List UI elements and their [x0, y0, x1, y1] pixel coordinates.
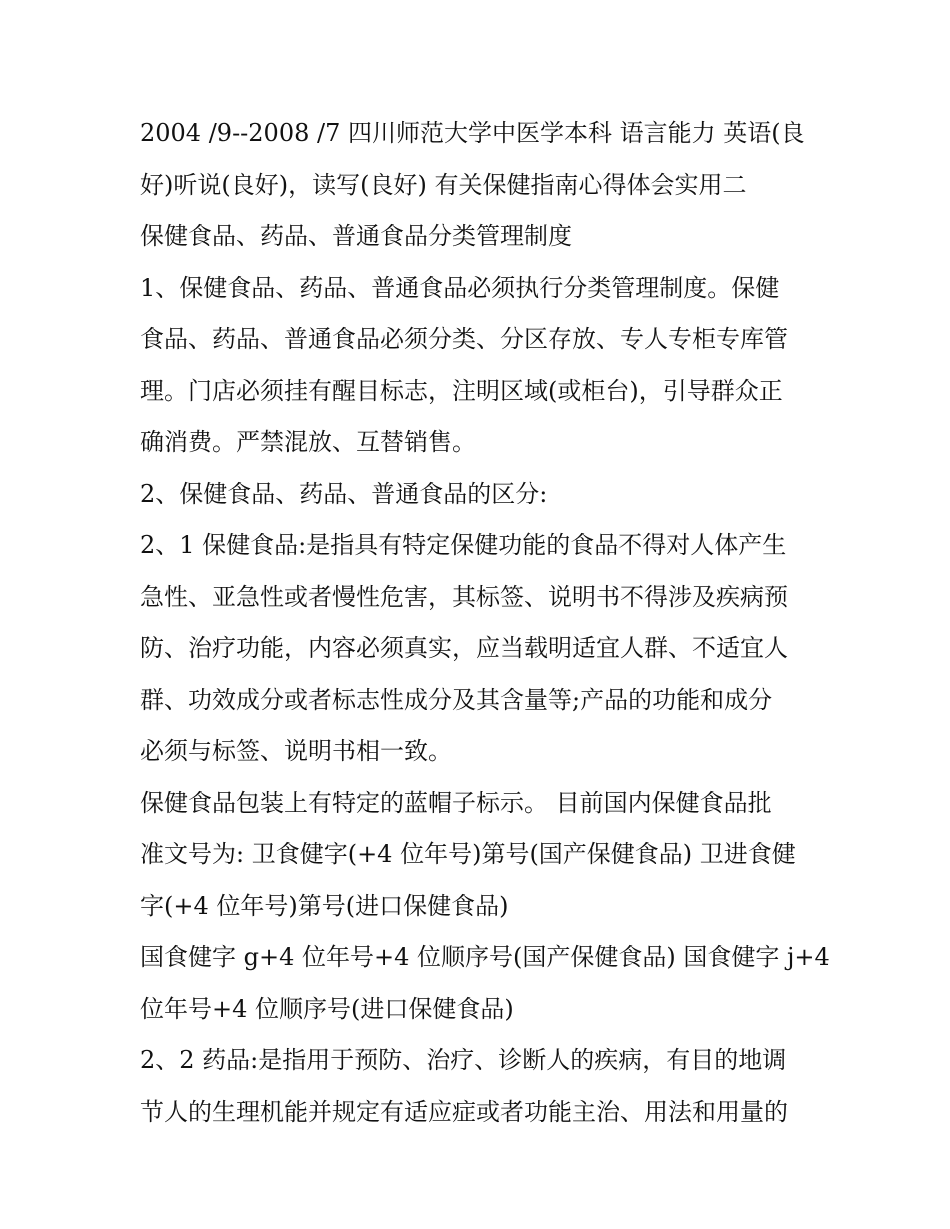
text-line: 准文号为: 卫食健字(+4 位年号)第号(国产保健食品) 卫进食健: [140, 840, 796, 868]
text-line: 确消费。严禁混放、互替销售。: [140, 428, 476, 456]
text-line: 急性、亚急性或者慢性危害，其标签、说明书不得涉及疾病预: [140, 582, 788, 611]
text-line: 字(+4 位年号)第号(进口保健食品): [140, 891, 509, 920]
document-body: [140, 108, 830, 1138]
text-line: 1、保健食品、药品、普通食品必须执行分类管理制度。保健: [140, 273, 780, 302]
text-line: 2004 /9--2008 /7 四川师范大学中医学本科 语言能力 英语(良: [140, 119, 805, 147]
text-line: 保健食品包装上有特定的蓝帽子标示。 目前国内保健食品批: [140, 788, 772, 817]
text-line: 好)听说(良好)，读写(良好) 有关保健指南心得体会实用二: [140, 170, 747, 199]
text-line: 食品、药品、普通食品必须分类、分区存放、专人专柜专库管: [140, 325, 788, 353]
text-line: 2、2 药品:是指用于预防、治疗、诊断人的疾病，有目的地调: [140, 1046, 787, 1074]
text-line: 群、功效成分或者标志性成分及其含量等;产品的功能和成分: [140, 685, 773, 714]
text-line: 国食健字 g+4 位年号+4 位顺序号(国产保健食品) 国食健字 j+4: [140, 943, 830, 971]
text-line: 2、保健食品、药品、普通食品的区分:: [140, 479, 548, 508]
text-line: 位年号+4 位顺序号(进口保健食品): [140, 994, 514, 1023]
text-line: 理。门店必须挂有醒目标志，注明区域(或柜台)，引导群众正: [140, 376, 783, 405]
text-line: 节人的生理机能并规定有适应症或者功能主治、用法和用量的: [140, 1097, 788, 1126]
text-line: 防、治疗功能，内容必须真实，应当载明适宜人群、不适宜人: [140, 634, 788, 662]
text-line: 2、1 保健食品:是指具有特定保健功能的食品不得对人体产生: [140, 531, 787, 559]
text-line: 必须与标签、说明书相一致。: [140, 737, 452, 765]
text-line: 保健食品、药品、普通食品分类管理制度: [140, 222, 572, 250]
